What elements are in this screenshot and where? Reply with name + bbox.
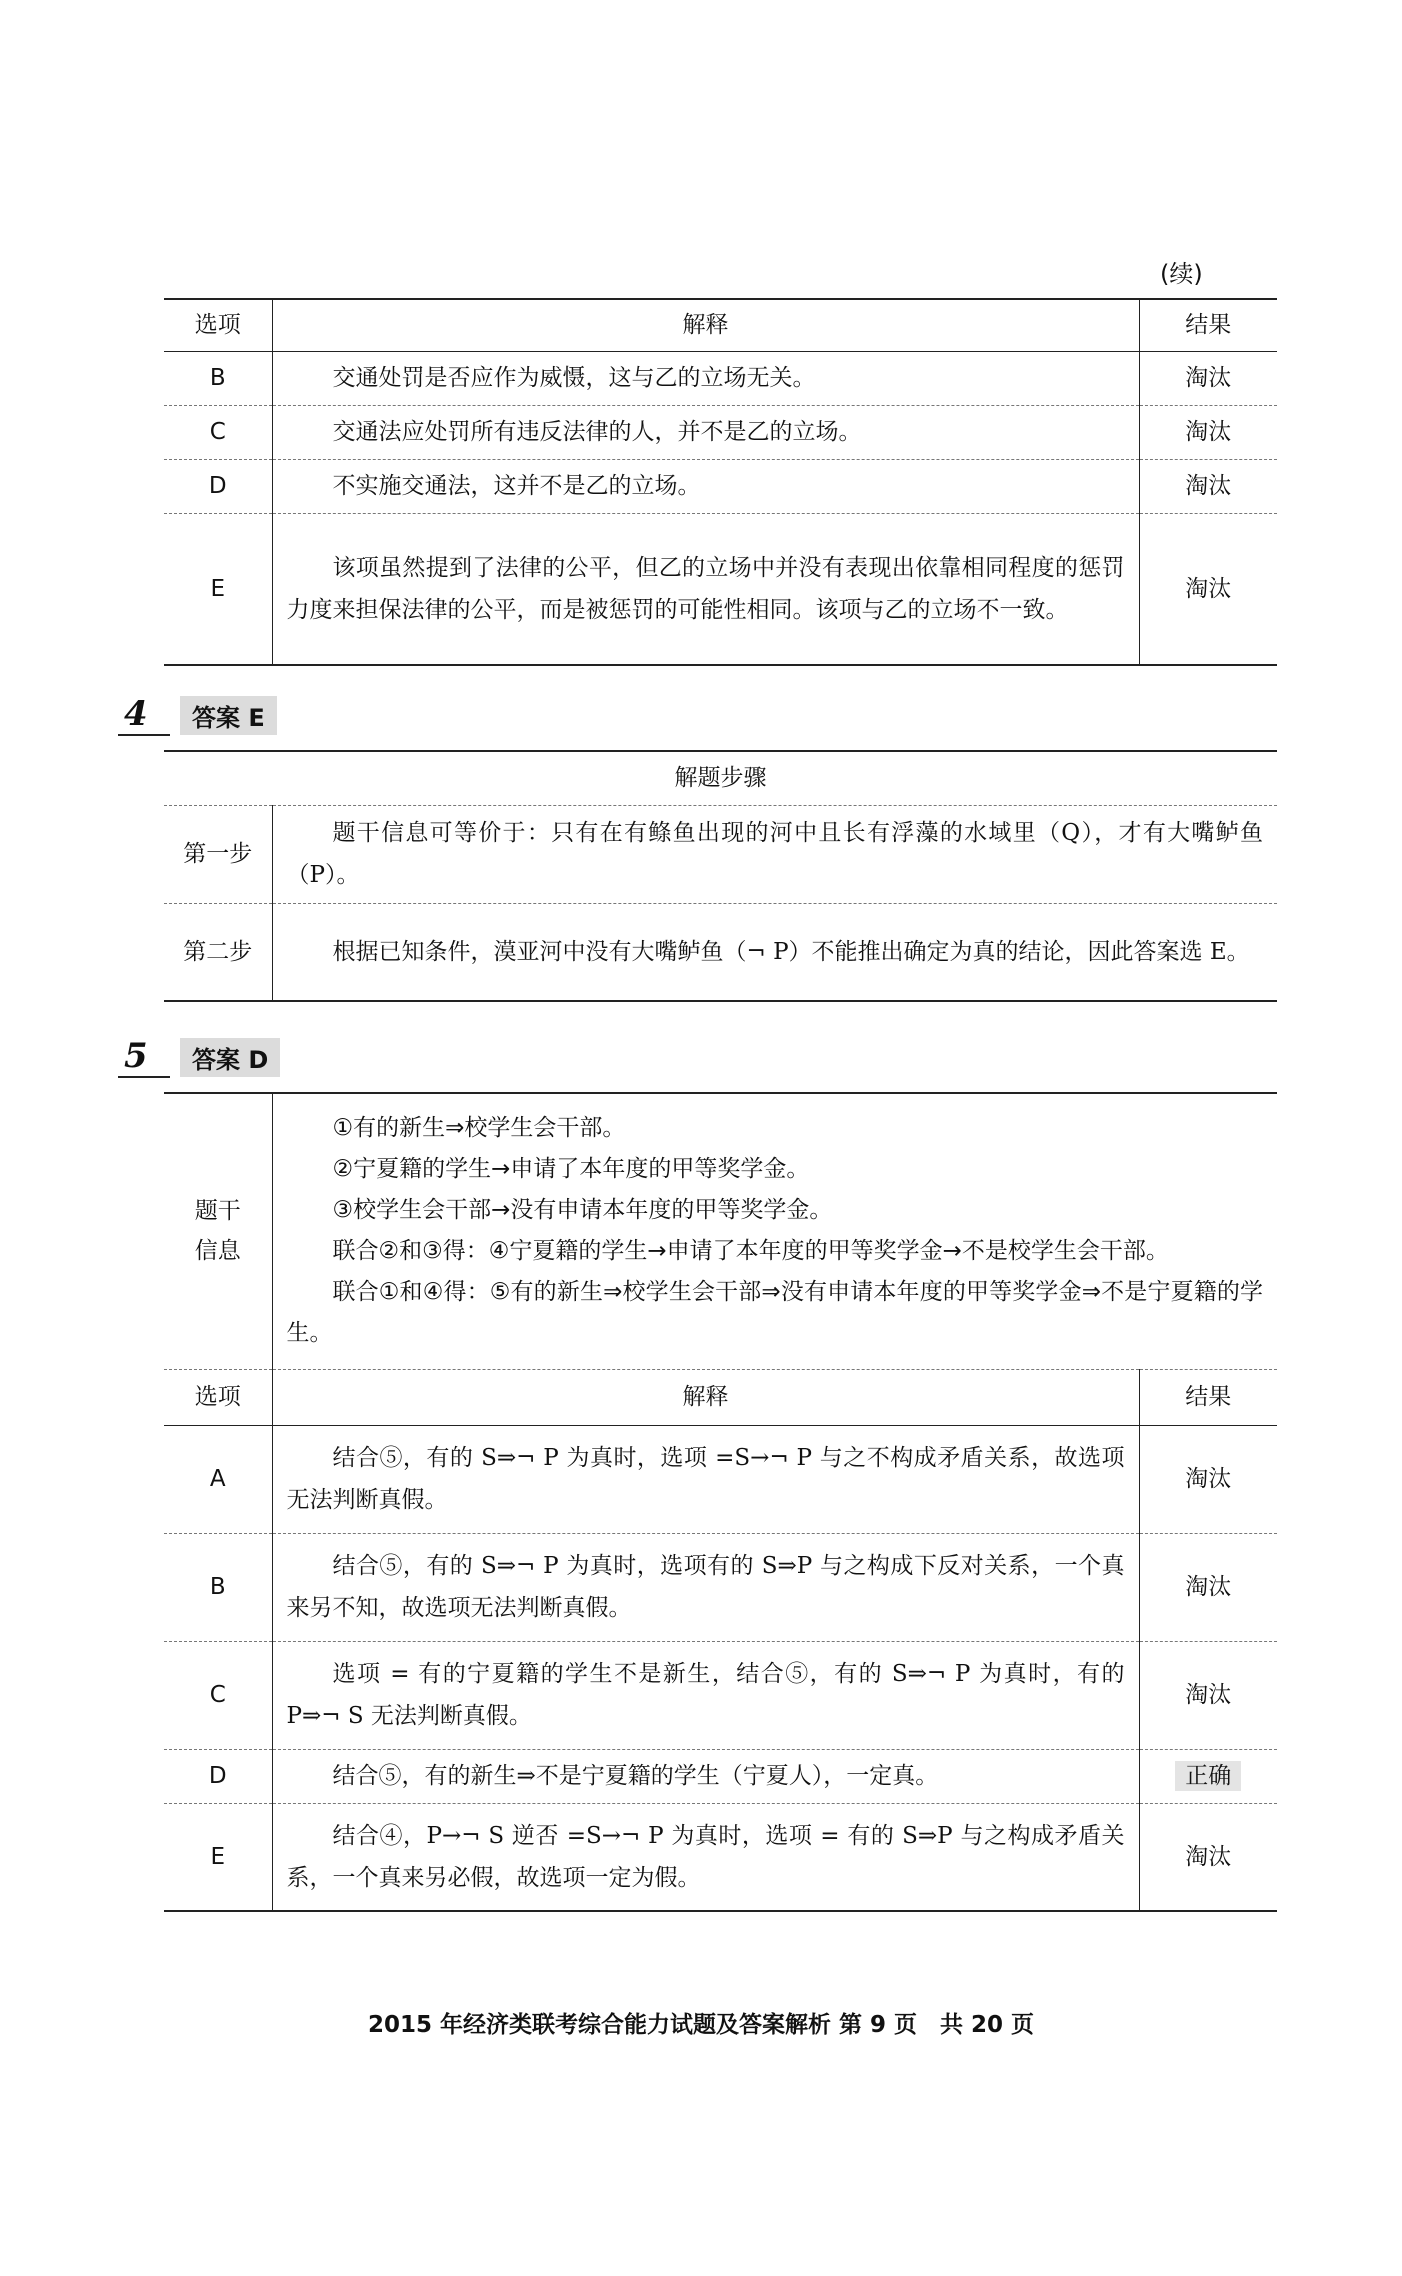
info-line: ①有的新生⇒校学生会干部。 <box>332 1115 626 1142</box>
explanation-cell: 交通法应处罚所有违反法律的人，并不是乙的立场。 <box>272 405 1139 459</box>
explanation-cell: 交通处罚是否应作为威慑，这与乙的立场无关。 <box>272 351 1139 405</box>
info-line: ②宁夏籍的学生→申请了本年度的甲等奖学金。 <box>332 1156 810 1183</box>
header-explanation: 解释 <box>272 1369 1139 1425</box>
step-label: 第一步 <box>164 805 272 903</box>
answer-badge-4: 答案 E <box>180 696 277 735</box>
continued-label: (续) <box>1160 260 1203 288</box>
header-result: 结果 <box>1139 1369 1277 1425</box>
explanation-cell: 结合④，P→¬ S 逆否 =S→¬ P 为真时，选项 = 有的 S⇒P 与之构成矛盾关系，一个真来另必假，故选项一定为假。 <box>272 1803 1139 1911</box>
header-result: 结果 <box>1139 299 1277 351</box>
result-cell: 淘汰 <box>1139 351 1277 405</box>
answer-badge-5: 答案 D <box>180 1038 280 1077</box>
header-explanation: 解释 <box>272 299 1139 351</box>
step-label: 第二步 <box>164 903 272 1001</box>
explanation-cell: 选项 = 有的宁夏籍的学生不是新生，结合⑤，有的 S⇒¬ P 为真时，有的 P⇒¬ S 无法判断真假。 <box>272 1641 1139 1749</box>
result-cell: 淘汰 <box>1139 513 1277 665</box>
info-label: 题干信息 <box>164 1093 272 1369</box>
result-cell: 淘汰 <box>1139 459 1277 513</box>
explanation-cell: 不实施交通法，这并不是乙的立场。 <box>272 459 1139 513</box>
option-cell: E <box>164 513 272 665</box>
explanation-cell: 该项虽然提到了法律的公平，但乙的立场中并没有表现出依靠相同程度的惩罚力度来担保法律的公平，而是被惩罚的可能性相同。该项与乙的立场不一致。 <box>272 513 1139 665</box>
result-cell <box>1139 1749 1277 1803</box>
result-cell: 淘汰 <box>1139 405 1277 459</box>
steps-title-row <box>164 751 1277 805</box>
result-cell: 淘汰 <box>1139 1533 1277 1641</box>
question-number-4: 4 <box>118 694 170 736</box>
explanation-cell: 结合⑤，有的 S⇒¬ P 为真时，选项有的 S⇒P 与之构成下反对关系，一个真来另不知，故选项无法判断真假。 <box>272 1533 1139 1641</box>
option-cell: D <box>164 1749 272 1803</box>
table-row <box>164 459 1277 513</box>
header-option: 选项 <box>164 1369 272 1425</box>
result-cell: 淘汰 <box>1139 1425 1277 1533</box>
header-option: 选项 <box>164 299 272 351</box>
step-row <box>164 903 1277 1001</box>
table-q4-steps <box>164 750 1277 1002</box>
table-row <box>164 405 1277 459</box>
option-cell: C <box>164 405 272 459</box>
page-footer: 2015 年经济类联考综合能力试题及答案解析 第 9 页 共 20 页 <box>367 2012 1035 2038</box>
option-cell: B <box>164 351 272 405</box>
option-cell: D <box>164 459 272 513</box>
option-cell: A <box>164 1425 272 1533</box>
table-row <box>164 1641 1277 1749</box>
option-cell: E <box>164 1803 272 1911</box>
question-number-5: 5 <box>118 1036 170 1078</box>
table-q5 <box>164 1092 1277 1912</box>
info-line: 联合①和④得：⑤有的新生⇒校学生会干部⇒没有申请本年度的甲等奖学金⇒不是宁夏籍的学生。 <box>286 1279 1264 1347</box>
option-cell: C <box>164 1641 272 1749</box>
info-line: 联合②和③得：④宁夏籍的学生→申请了本年度的甲等奖学金→不是校学生会干部。 <box>332 1238 1169 1265</box>
table-row <box>164 1533 1277 1641</box>
table-header-row <box>164 299 1277 351</box>
option-cell: B <box>164 1533 272 1641</box>
result-cell: 淘汰 <box>1139 1803 1277 1911</box>
result-cell: 淘汰 <box>1139 1641 1277 1749</box>
explanation-cell: 结合⑤，有的新生⇒不是宁夏籍的学生（宁夏人），一定真。 <box>272 1749 1139 1803</box>
info-line: ③校学生会干部→没有申请本年度的甲等奖学金。 <box>332 1197 833 1224</box>
correct-badge: 正确 <box>1175 1761 1241 1791</box>
table-header-row <box>164 1369 1277 1425</box>
explanation-cell: 结合⑤，有的 S⇒¬ P 为真时，选项 =S→¬ P 与之不构成矛盾关系，故选项无法判断真假。 <box>272 1425 1139 1533</box>
info-text <box>272 1093 1277 1369</box>
step-row <box>164 805 1277 903</box>
table-row <box>164 1749 1277 1803</box>
step-text: 根据已知条件，漠亚河中没有大嘴鲈鱼（¬ P）不能推出确定为真的结论，因此答案选 E。 <box>272 903 1277 1001</box>
info-row <box>164 1093 1277 1369</box>
table-q3-options <box>164 298 1277 666</box>
steps-title: 解题步骤 <box>164 751 1277 805</box>
table-row <box>164 351 1277 405</box>
table-row <box>164 513 1277 665</box>
step-text: 题干信息可等价于：只有在有鲦鱼出现的河中且长有浮藻的水域里（Q），才有大嘴鲈鱼（P）。 <box>272 805 1277 903</box>
table-row <box>164 1803 1277 1911</box>
table-row <box>164 1425 1277 1533</box>
